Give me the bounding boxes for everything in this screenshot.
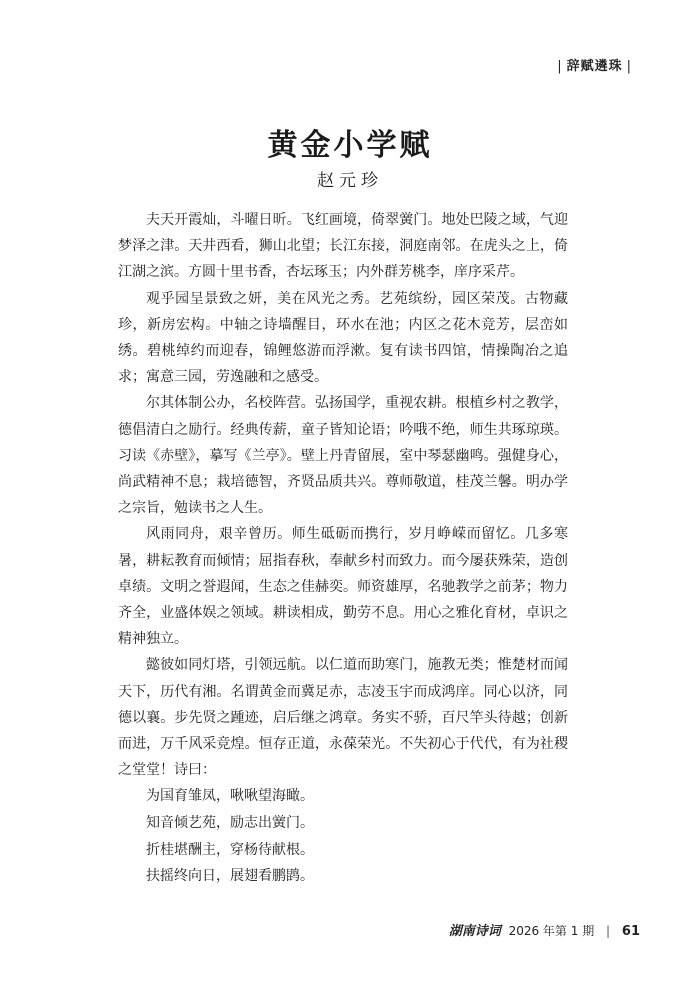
article-body <box>118 207 568 890</box>
paragraph: 风雨同舟，艰辛曾历。师生砥砺而携行，岁月峥嵘而留忆。几多寒暑，耕耘教育而倾情；屈指春秋，奉献乡村而致力。而今屡获殊荣，造创卓绩。文明之誉遐闻，生态之佳赫奕。师资雄厚，名驰教学之前茅；物力齐全，业盛体娱之领域。耕读相成，勤劳不息。用心之雅化育材，卓识之精神独立。 <box>118 526 568 648</box>
section-tag-left-bar: | <box>557 59 563 74</box>
section-tag <box>553 55 636 74</box>
poem-line: 折桂堪酬主，穿杨待献根。 <box>146 841 314 858</box>
magazine-name: 湖南诗词 <box>448 924 501 939</box>
paragraph: 懿彼如同灯塔，引领远航。以仁道而助寒门，施教无类；惟楚材而闻天下，历代有湘。名谓黄金而冀足赤，志凌玉宇而成鸿庠。同心以济，同德以襄。步先贤之踵迹，启后继之鸿章。务实不骄，百尺竿头待越；创新而进，万千风采竞煌。恒存正道，永葆荣光。不失初心于代代，有为社稷之堂堂！诗曰： <box>118 657 568 779</box>
page-number: 61 <box>621 924 640 939</box>
paragraph: 夫天开霞灿，斗曜日昕。飞红画境，倚翠黉门。地处巴陵之域，气迎梦泽之津。天井西看，狮山北望；长江东接，洞庭南邻。在虎头之上，倚江湖之滨。方圆十里书香，杏坛琢玉；内外群芳桃李，庠序采芹。 <box>118 212 568 281</box>
poem <box>118 783 568 889</box>
poem-line: 知音倾艺苑，励志出黉门。 <box>146 815 314 832</box>
article-author: 赵元珍 <box>317 171 383 191</box>
article-title: 黄金小学赋 <box>267 128 433 163</box>
page-footer <box>449 920 640 939</box>
poem-line: 为国育雏凤，啾啾望海瞰。 <box>146 788 314 805</box>
paragraph: 尔其体制公办，名校阵营。弘扬国学，重视农耕。根植乡村之教学，德倡清白之励行。经典传薪，童子皆知论语；吟哦不绝，师生共琢琼瑛。习读《赤壁》，摹写《兰亭》。壁上丹青留展，室中琴瑟幽鸣。强健身心，尚武精神不息；栽培德智，齐贤品质共兴。尊师敬道，桂茂兰馨。明办学之宗旨，勉读书之人生。 <box>118 395 568 517</box>
issue-label: 2026 年第 1 期 <box>508 924 595 938</box>
section-label: 辞赋遴珠 <box>566 59 623 74</box>
poem-line: 扶摇终向日，展翅看鹏鹍。 <box>146 868 314 885</box>
footer-divider: | <box>606 924 611 938</box>
section-tag-right-bar: | <box>626 59 632 74</box>
paragraph: 观乎园呈景致之妍，美在风光之秀。艺苑缤纷，园区荣茂。古物藏珍，新房宏构。中轴之诗墙醒目，环水在池；内区之花木竞芳，层峦如绣。碧桃绰约而迎春，锦鲤悠游而浮漱。复有读书四馆，情操陶冶之追求；寓意三园，劳逸融和之感受。 <box>118 290 568 386</box>
